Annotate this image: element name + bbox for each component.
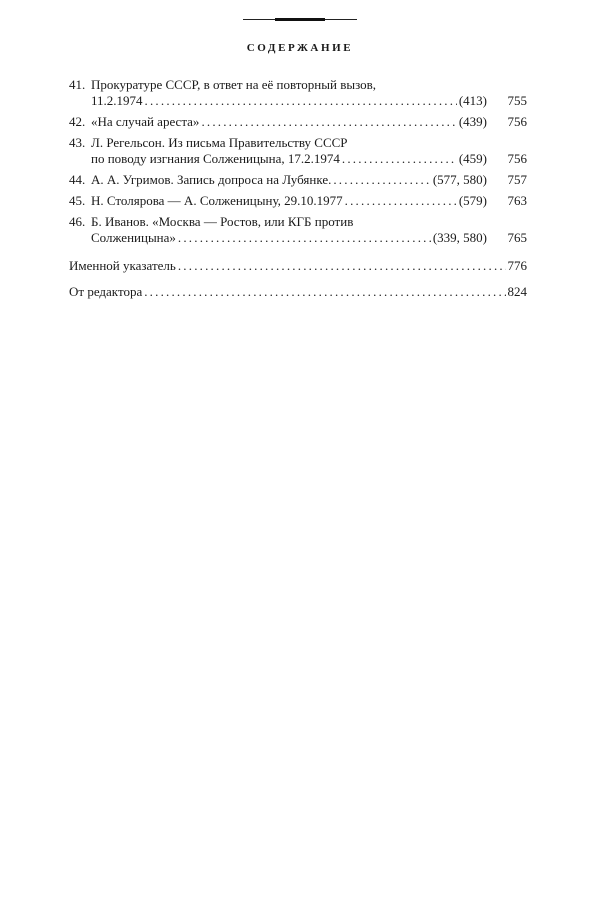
entry-line-last: [91, 93, 527, 109]
entry-body: [87, 77, 527, 109]
entry-reference: (459): [458, 151, 487, 166]
dot-leader: [178, 258, 506, 274]
toc-entry[interactable]: [69, 214, 527, 246]
entry-title: Б. Иванов. «Москва — Ростов, или КГБ против: [91, 214, 354, 229]
entry-line: [91, 77, 527, 93]
entry-line-last: [91, 151, 527, 167]
entry-line-last: [91, 172, 527, 188]
toc-entry[interactable]: [69, 114, 527, 130]
entry-line-last: [91, 230, 527, 246]
entry-line: [91, 135, 527, 151]
toc-entry[interactable]: [69, 172, 527, 188]
toc-entry[interactable]: [69, 135, 527, 167]
entry-title: А. А. Угримов. Запись допроса на Лубянке.: [91, 172, 332, 187]
entry-title: Н. Столярова — А. Солженицыну, 29.10.1977: [91, 193, 343, 208]
entry-body: [87, 193, 527, 209]
entry-page-number: 763: [507, 193, 527, 208]
entry-page-number: 756: [507, 114, 527, 129]
entry-title-continued: по поводу изгнания Солженицына, 17.2.1974: [91, 151, 340, 166]
entry-title: «На случай ареста»: [91, 114, 200, 129]
entry-reference: (339, 580): [432, 230, 487, 245]
entry-number: 43.: [69, 135, 86, 150]
entry-page-number: 756: [507, 151, 527, 166]
header-rule-accent: [275, 18, 325, 21]
section-page-number: 824: [507, 284, 527, 299]
entry-number: 46.: [69, 214, 86, 229]
toc-section-editor[interactable]: [69, 284, 527, 300]
entry-title: Прокуратуре СССР, в ответ на её повторный вызов,: [91, 77, 377, 92]
entry-reference: (577, 580): [432, 172, 487, 187]
dot-leader: [342, 151, 457, 167]
entry-number: 45.: [69, 193, 86, 208]
entry-body: [87, 114, 527, 130]
section-title: От редактора: [69, 284, 143, 299]
dot-leader: [144, 284, 505, 300]
entry-line-last: [91, 114, 527, 130]
entry-title-continued: Солженицына»: [91, 230, 176, 245]
entry-number: 42.: [69, 114, 86, 129]
toc-entry[interactable]: [69, 77, 527, 109]
dot-leader: [178, 230, 431, 246]
entry-number: 44.: [69, 172, 86, 187]
toc-section-index[interactable]: [69, 258, 527, 274]
dot-leader: [145, 93, 457, 109]
dot-leader: [333, 172, 430, 188]
entry-reference: (439): [458, 114, 487, 129]
entry-page-number: 757: [507, 172, 527, 187]
entry-body: [87, 172, 527, 188]
entry-page-number: 755: [507, 93, 527, 108]
entry-reference: (579): [458, 193, 487, 208]
entry-line: [91, 214, 527, 230]
entry-page-number: 765: [507, 230, 527, 245]
page-title: СОДЕРЖАНИЕ: [246, 42, 354, 54]
toc-entry[interactable]: [69, 193, 527, 209]
entry-body: [87, 135, 527, 167]
dot-leader: [345, 193, 457, 209]
entry-title: Л. Регельсон. Из письма Правительству СССР: [91, 135, 348, 150]
entry-line-last: [91, 193, 527, 209]
dot-leader: [201, 114, 456, 130]
entry-number: 41.: [69, 77, 86, 92]
table-of-contents: [69, 77, 527, 300]
entry-reference: (413): [458, 93, 487, 108]
page-header: [0, 38, 600, 56]
section-page-number: 776: [507, 258, 527, 273]
entry-title-continued: 11.2.1974: [91, 93, 143, 108]
section-title: Именной указатель: [69, 258, 176, 273]
entry-body: [87, 214, 527, 246]
